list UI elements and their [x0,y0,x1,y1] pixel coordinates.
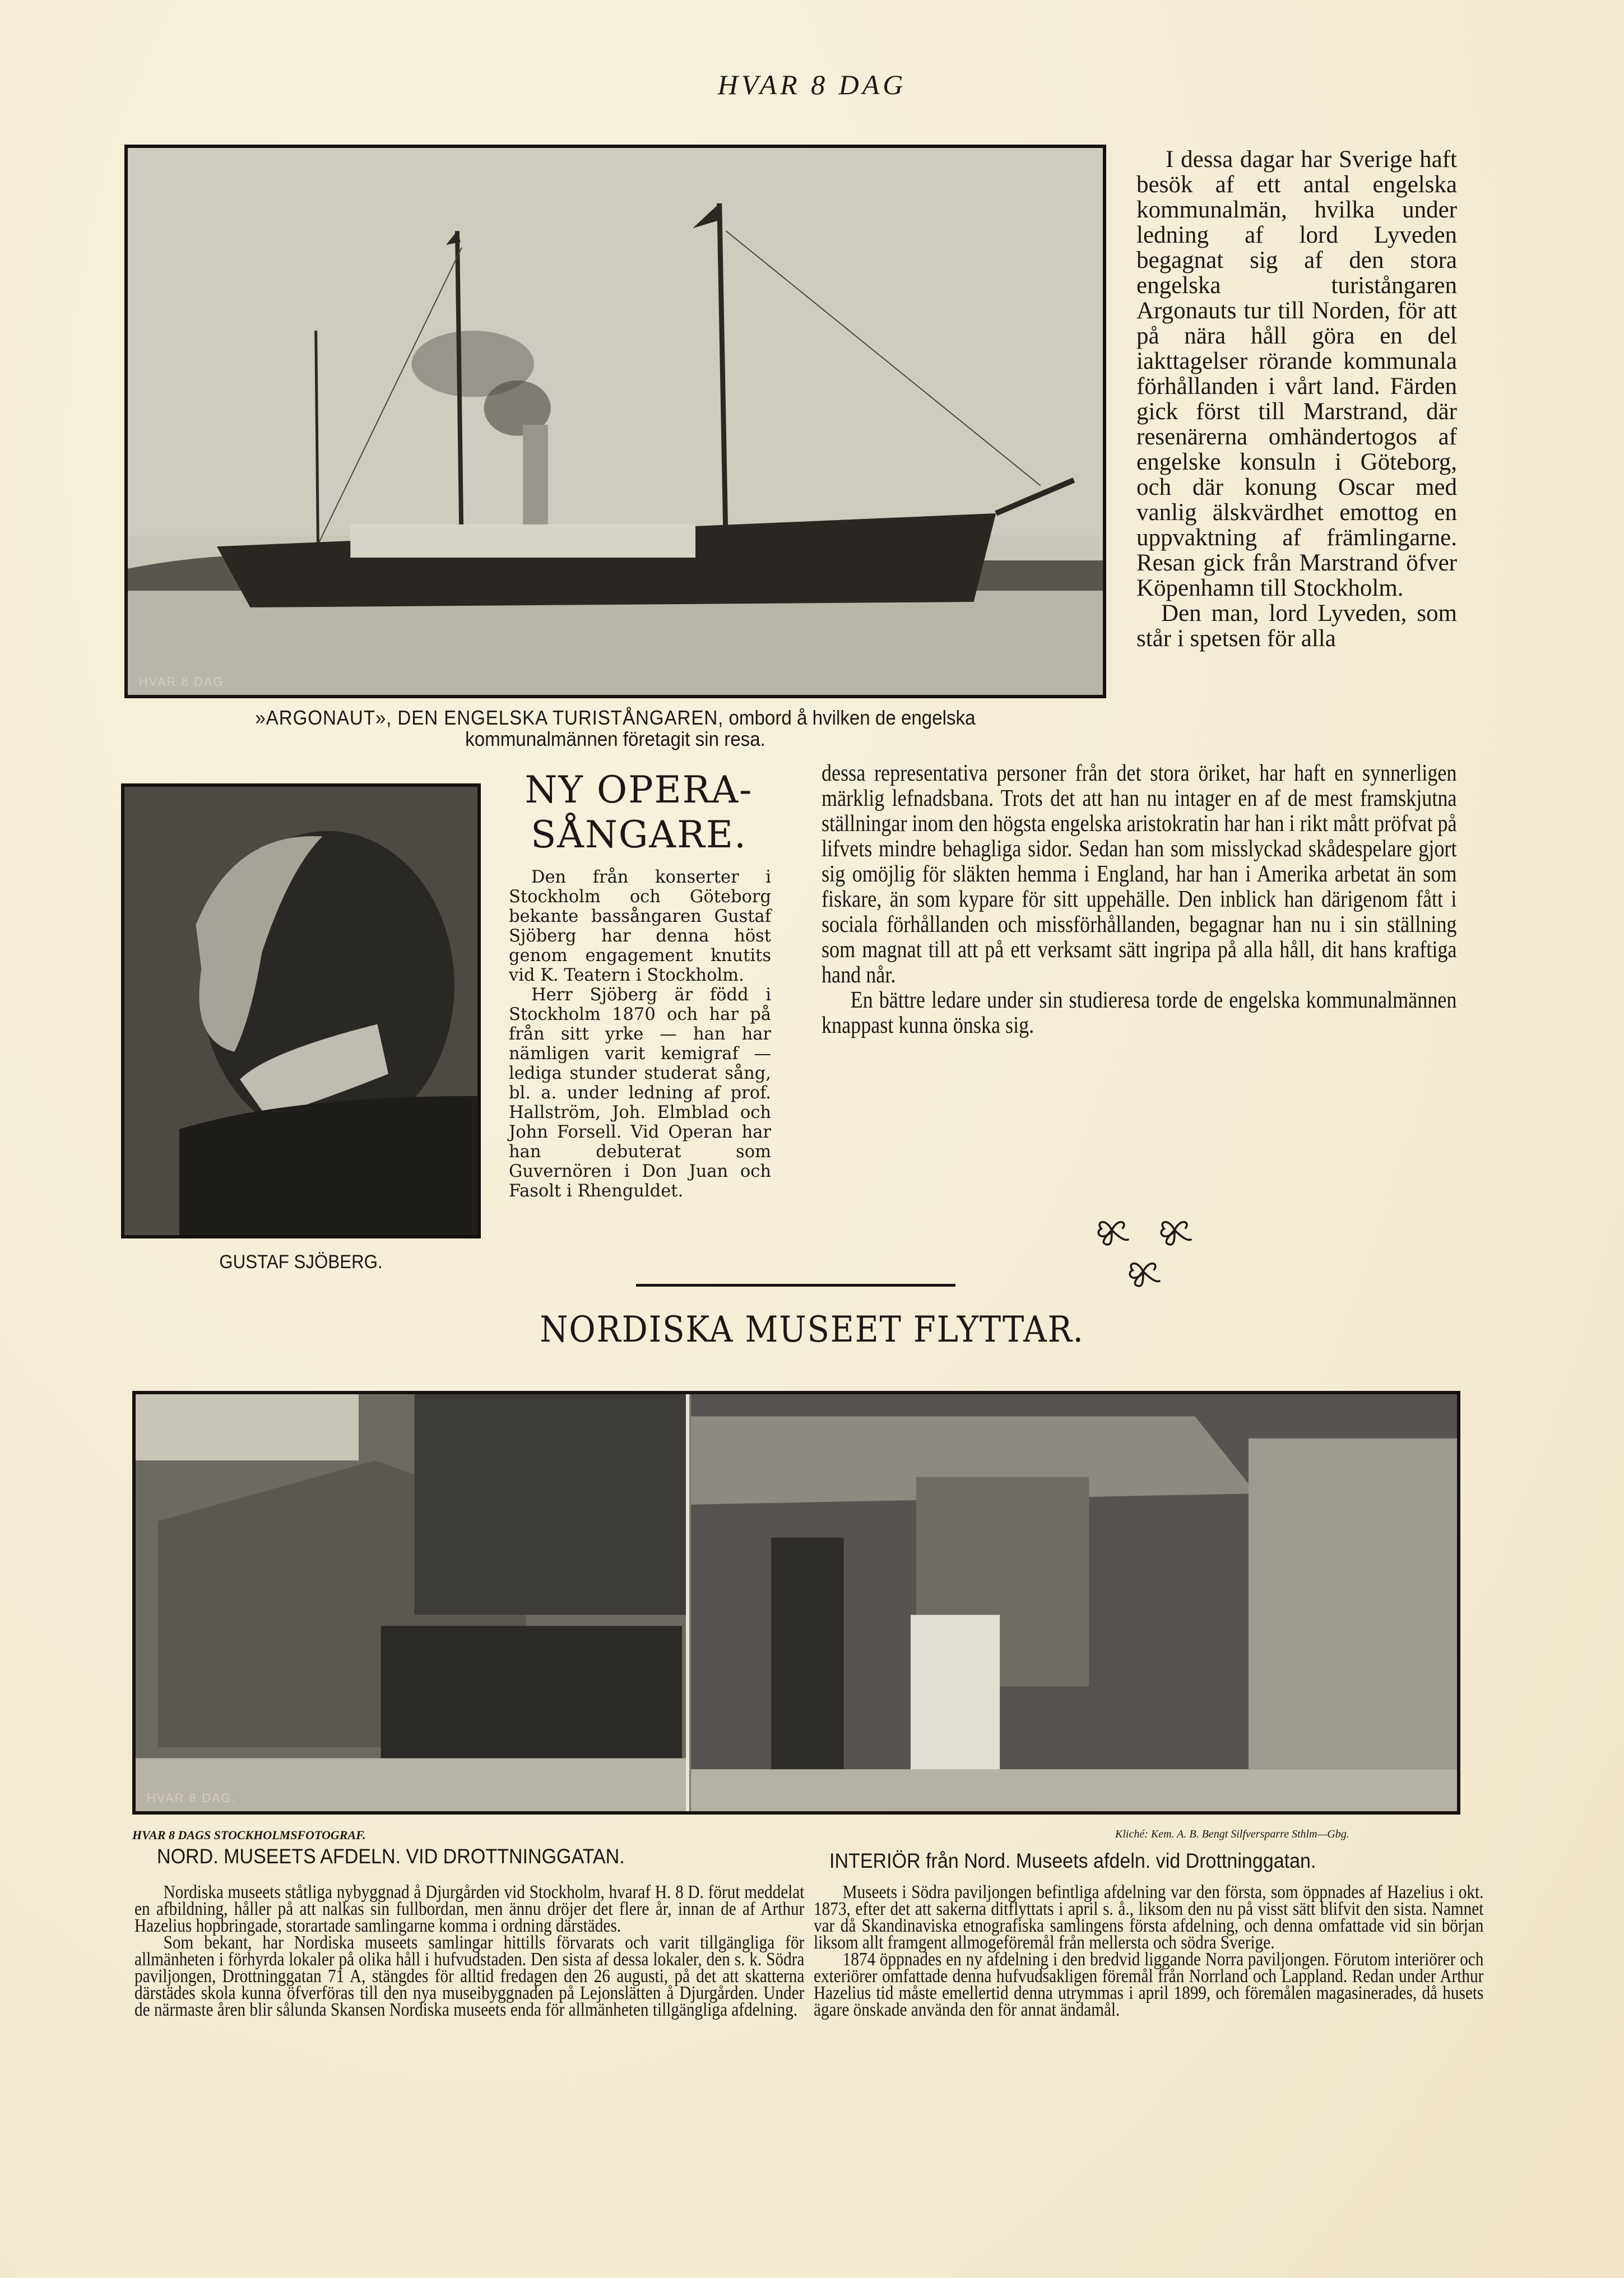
clover-ornament [1054,1210,1233,1293]
opera-paragraph: Herr Sjöberg är född i Stockholm 1870 och har på från sitt yrke — han har nämligen varit kemigraf — lediga stunder studerat sång, bl. a. under ledning af prof. Hallström, Joh. Elmblad och John Forsell. Vid Operan har han debuterat som Guvernören i Don Juan och Fasolt i Rhenguldet. [509,985,771,1201]
museum-left-caption: NORD. MUSEETS AFDELN. VID DROTTNINGGATAN. [157,1845,625,1868]
section-divider [636,1284,955,1287]
photo-credit-right: Kliché: Kem. A. B. Bengt Silfversparre Sthlm—Gbg. [1115,1828,1349,1840]
clover-icon [1092,1210,1131,1250]
museum-paragraph: Nordiska museets ståtliga nybyggnad å Djurgården vid Stockholm, hvaraf H. 8 D. förut meddelat en afbildning, håller på att nalkas sin fullbordan, men ännu dröjer det flere år, innan de af Arthur Hazelius hopbringade, storartade samlingarne komma i ordning därstädes. [134,1882,805,1936]
museum-right-article [814,1884,1483,2019]
museum-photos [132,1391,1460,1815]
masthead-title: HVAR 8 DAG [717,69,907,100]
opera-article [509,867,771,1201]
portrait-photo [121,783,481,1238]
ship-illustration [128,148,1103,695]
article-wide-column [822,761,1456,1038]
article-narrow-column [1136,147,1457,651]
article-paragraph: dessa representativa personer från det stora öriket, har haft en synnerligen märklig lefnadsbana. Trots det att han nu intager en af de mest framskjutna ställningar inom den högsta engelska aristokratin har han i rikt mått pröfvat på lifvets mindre behagliga sidor. Sedan han som misslyckad skådespelare gjort sig omöjlig för släkten hemma i England, har han i Amerika arbetat än som fiskare, än som kypare för sitt uppehälle. Den inblick han därigenom fått i sociala förhållanden och missförhållanden, begagnar han nu i sin ställning som magnat till att på ett verksamt sätt ingripa på alla håll, dit hans kraftiga hand når. [822,760,1457,988]
portrait-caption: GUSTAF SJÖBERG. [219,1251,383,1273]
museum-paragraph: Museets i Södra paviljongen befintliga afdelning var den första, som öppnades af Hazelius i okt. 1873, efter det att sakerna ditflyttats i april s. å., liksom den nu på visst sätt blifvit den sista. Namnet var då Skandinaviska etnografiska samlingens första afdelning, och denna omfattade vid sin början liksom allt framgent allmogeföremål från mellersta och södra Sverige. [814,1882,1484,1953]
museum-paragraph: 1874 öppnades en ny afdelning i den bredvid liggande Norra paviljongen. Förutom interiörer och exteriörer omfattade denna hufvudsakligen föremål från Norrland och Lappland. Redan under Arthur Hazelius tid måste emellertid denna utrymmas i april 1899, och föremålen magasinerades, då husets ägare önskade använda den för annat ändamål. [814,1949,1484,2020]
portrait-illustration [124,787,477,1235]
article-paragraph: En bättre ledare under sin studieresa torde de engelska kommunalmännen knappast kunna önska sig. [822,987,1457,1038]
museum-left-article [134,1884,804,2019]
opera-heading: NY OPERA- SÅNGARE. [525,768,753,856]
argonaut-caption-line2: kommunalmännen företagit sin resa. [465,727,765,750]
clover-icon [1124,1252,1163,1291]
argonaut-caption-line1: »ARGONAUT», DEN ENGELSKA TURISTÅNGAREN, ombord å hvilken de engelska [255,706,976,729]
argonaut-photo [124,145,1106,698]
article-paragraph: I dessa dagar har Sverige haft besök af ett antal engelska kommunalmän, hvilka under ledning af lord Lyveden begagnat sig af den stora engelska turistångaren Argonauts tur till Norden, för att på nära håll göra en del iakttagelser rörande kommunala förhållanden i vårt land. Färden gick först till Marstrand, där resenärerna omhändertogos af engelske konsuln i Göteborg, och där konung Oscar med vanlig älskvärdhet emottog en uppvaktning af främlingarne. Resan gick från Marstrand öfver Köpenhamn till Stockholm. [1136,146,1457,601]
photo-watermark: HVAR 8 DAG. [147,1791,236,1805]
argonaut-caption [164,707,1067,750]
opera-paragraph: Den från konserter i Stockholm och Göteborg bekante bassångaren Gustaf Sjöberg har denna höst genom engagement knutits vid K. Teatern i Stockholm. [509,867,771,985]
clover-icon [1155,1210,1194,1250]
photo-credit-left: HVAR 8 DAGS STOCKHOLMSFOTOGRAF. [132,1828,366,1842]
museum-paragraph: Som bekant, har Nordiska museets samlingar hittills förvarats och varit tillgängliga för allmänheten i förhyrda lokaler på olika håll i hufvudstaden. Den sista af dessa lokaler, den s. k. Södra paviljongen, Drottninggatan 71 A, stängdes för alltid fredagen den 26 augusti, på det att skatterna därstädes skola kunna öfverföras till den nya museibyggnaden på Lejonslätten å Djurgården. Under de närmaste åren blir sålunda Skansen Nordiska museets enda för allmänheten tillgängliga afdelning. [134,1932,805,2020]
article-paragraph: Den man, lord Lyveden, som står i spetsen för alla [1136,600,1457,652]
museum-illustration [136,1394,1457,1811]
photo-watermark: HVAR 8 DAG. [139,675,229,689]
museum-right-caption: INTERIÖR från Nord. Museets afdeln. vid Drottninggatan. [829,1849,1316,1872]
museum-section-title: NORDISKA MUSEET FLYTTAR. [540,1309,1084,1351]
